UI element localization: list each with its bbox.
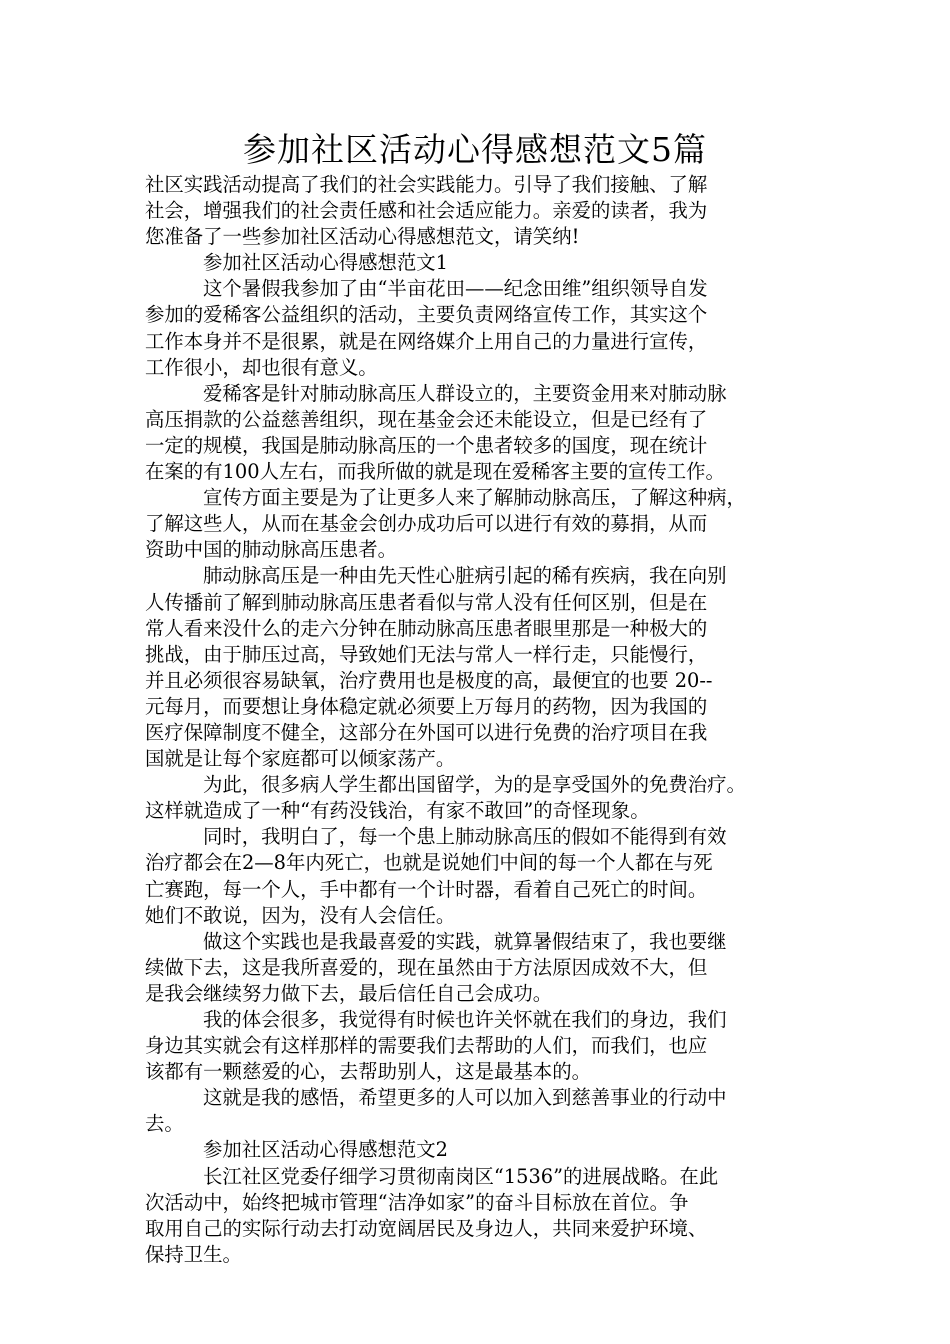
body-text-line: 社会，增强我们的社会责任感和社会适应能力。亲爱的读者，我为 [145,199,708,223]
body-text-line: 高压捐款的公益慈善组织，现在基金会还未能设立，但是已经有了 [145,407,708,431]
document-title: 参加社区活动心得感想范文5篇 [243,130,707,169]
body-text-line: 肺动脉高压是一种由先天性心脏病引起的稀有疾病，我在向别 [203,564,727,588]
body-text-line: 该都有一颗慈爱的心，去帮助别人，这是最基本的。 [145,1060,591,1084]
body-text-line: 国就是让每个家庭都可以倾家荡产。 [145,747,456,771]
body-text-line: 这样就造成了一种“有药没钱治，有家不敢回”的奇怪现象。 [145,799,650,823]
body-text-line: 参加社区活动心得感想范文2 [203,1138,449,1162]
body-text-line: 治疗都会在2—8年内死亡，也就是说她们中间的每一个人都在与死 [145,851,713,875]
document-body [145,172,835,1268]
body-text-line: 并且必须很容易缺氧，治疗费用也是极度的高，最便宜的也要 20-- [145,668,713,692]
body-text-line: 您准备了一些参加社区活动心得感想范文，请笑纳! [145,225,580,249]
body-text-line: 挑战，由于肺压过高，导致她们无法与常人一样行走，只能慢行， [145,642,708,666]
body-text-line: 亡赛跑，每一个人，手中都有一个计时器，看着自己死亡的时间。 [145,877,708,901]
body-text-line: 是我会继续努力做下去，最后信任自己会成功。 [145,981,553,1005]
body-text-line: 人传播前了解到肺动脉高压患者看似与常人没有任何区别，但是在 [145,590,708,614]
body-text-line: 这个暑假我参加了由“半亩花田——纪念田维”组织领导自发 [203,277,708,301]
body-text-line: 她们不敢说，因为，没有人会信任。 [145,903,456,927]
body-text-line: 工作本身并不是很累，就是在网络媒介上用自己的力量进行宣传， [145,329,708,353]
body-text-line: 续做下去，这是我所喜爱的，现在虽然由于方法原因成效不大，但 [145,955,708,979]
body-text-line: 工作很小，却也很有意义。 [145,355,378,379]
body-text-line: 做这个实践也是我最喜爱的实践，就算暑假结束了，我也要继 [203,929,727,953]
body-text-line: 次活动中，始终把城市管理“洁净如家”的奋斗目标放在首位。争 [145,1190,689,1214]
body-text-line: 资助中国的肺动脉高压患者。 [145,538,398,562]
body-text-line: 参加社区活动心得感想范文1 [203,251,449,275]
body-text-line: 参加的爱稀客公益组织的活动，主要负责网络宣传工作，其实这个 [145,303,708,327]
body-text-line: 在案的有100人左右，而我所做的就是现在爱稀客主要的宣传工作。 [145,460,725,484]
body-text-line: 这就是我的感悟，希望更多的人可以加入到慈善事业的行动中 [203,1086,727,1110]
body-text-line: 为此，很多病人学生都出国留学，为的是享受国外的免费治疗。 [203,773,746,797]
body-text-line: 长江社区党委仔细学习贯彻南岗区“1536”的进展战略。在此 [203,1164,719,1188]
body-text-line: 元每月，而要想让身体稳定就必须要上万每月的药物，因为我国的 [145,694,708,718]
body-text-line: 宣传方面主要是为了让更多人来了解肺动脉高压，了解这种病， [203,486,746,510]
body-text-line: 去。 [145,1112,184,1136]
body-text-line: 我的体会很多，我觉得有时候也许关怀就在我们的身边，我们 [203,1008,727,1031]
body-text-line: 常人看来没什么的走六分钟在肺动脉高压患者眼里那是一种极大的 [145,616,708,640]
body-text-line: 医疗保障制度不健全，这部分在外国可以进行免费的治疗项目在我 [145,720,708,744]
body-text-line: 身边其实就会有这样那样的需要我们去帮助的人们，而我们，也应 [145,1034,708,1058]
body-text-line: 一定的规模，我国是肺动脉高压的一个患者较多的国度，现在统计 [145,433,708,457]
body-text-line: 取用自己的实际行动去打动宽阔居民及身边人，共同来爱护环境、 [145,1216,708,1240]
body-text-line: 同时，我明白了，每一个患上肺动脉高压的假如不能得到有效 [203,825,727,849]
body-text-line: 爱稀客是针对肺动脉高压人群设立的，主要资金用来对肺动脉 [203,381,727,405]
body-text-line: 了解这些人，从而在基金会创办成功后可以进行有效的募捐，从而 [145,512,708,536]
body-text-line: 保持卫生。 [145,1242,242,1266]
body-text-line: 社区实践活动提高了我们的社会实践能力。引导了我们接触、了解 [145,173,708,196]
